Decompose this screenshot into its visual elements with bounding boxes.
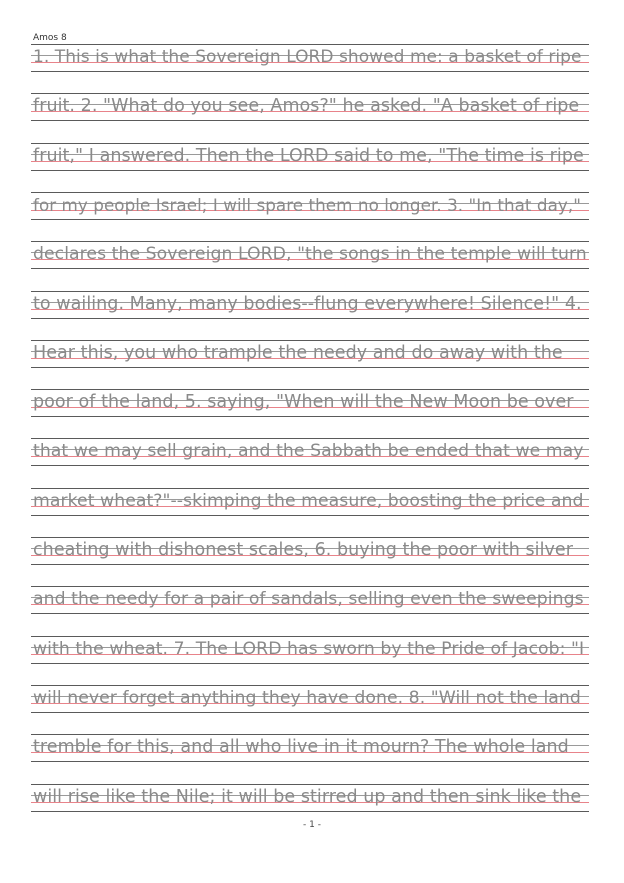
writing-line [31, 143, 589, 171]
guide-rule-bot [31, 663, 589, 664]
guide-rule-top [31, 438, 589, 439]
writing-line [31, 192, 589, 220]
writing-line [31, 636, 589, 664]
guide-rule-top [31, 636, 589, 637]
guide-rule-bot [31, 71, 589, 72]
tracing-text: will rise like the Nile; it will be stirred up and then sink like the [33, 786, 582, 807]
tracing-text: with the wheat. 7. The LORD has sworn by the Pride of Jacob: "I [33, 638, 585, 659]
tracing-text: Hear this, you who trample the needy and do away with the [33, 342, 563, 363]
tracing-text: fruit," I answered. Then the LORD said to me, "The time is ripe [33, 145, 584, 166]
tracing-text: that we may sell grain, and the Sabbath be ended that we may [33, 441, 584, 462]
guide-rule-bot [31, 318, 589, 319]
guide-rule-bot [31, 268, 589, 269]
tracing-text: and the needy for a pair of sandals, selling even the sweepings [33, 589, 584, 610]
writing-line [31, 93, 589, 121]
guide-rule-bot [31, 515, 589, 516]
guide-rule-top [31, 537, 589, 538]
guide-rule-top [31, 488, 589, 489]
tracing-text: poor of the land, 5. saying, "When will the New Moon be over [33, 392, 574, 413]
tracing-text: 1. This is what the Sovereign LORD showed me: a basket of ripe [33, 47, 582, 67]
page-title: Amos 8 [33, 33, 67, 43]
guide-rule-bot [31, 367, 589, 368]
writing-line [31, 340, 589, 368]
tracing-text: cheating with dishonest scales, 6. buying the poor with silver [33, 540, 573, 560]
writing-line [31, 784, 589, 812]
guide-rule-top [31, 734, 589, 735]
tracing-text: to wailing. Many, many bodies--flung everywhere! Silence!" 4. [33, 293, 582, 314]
writing-line [31, 44, 589, 72]
tracing-text: market wheat?"--skimping the measure, boosting the price and [33, 490, 584, 511]
guide-rule-bot [31, 712, 589, 713]
guide-rule-bot [31, 170, 589, 171]
guide-rule-top [31, 685, 589, 686]
guide-rule-top [31, 389, 589, 390]
guide-rule-top [31, 241, 589, 242]
tracing-text: tremble for this, and all who live in it mourn? The whole land [33, 737, 569, 758]
guide-rule-bot [31, 219, 589, 220]
writing-line [31, 685, 589, 713]
guide-rule-bot [31, 811, 589, 812]
guide-rule-bot [31, 613, 589, 614]
guide-rule-bot [31, 761, 589, 762]
guide-rule-top [31, 340, 589, 341]
guide-rule-top [31, 784, 589, 785]
writing-line [31, 389, 589, 417]
tracing-text: fruit. 2. "What do you see, Amos?" he asked. "A basket of ripe [33, 96, 580, 117]
writing-line [31, 586, 589, 614]
page-number: - 1 - [303, 820, 321, 830]
guide-rule-top [31, 192, 589, 193]
guide-rule-bot [31, 120, 589, 121]
tracing-text: for my people Israel; I will spare them no longer. 3. "In that day," [33, 194, 582, 215]
writing-line [31, 438, 589, 466]
guide-rule-top [31, 291, 589, 292]
guide-rule-bot [31, 465, 589, 466]
writing-line [31, 488, 589, 516]
guide-rule-bot [31, 564, 589, 565]
guide-rule-top [31, 143, 589, 144]
guide-rule-top [31, 44, 589, 45]
writing-line [31, 537, 589, 565]
guide-rule-bot [31, 416, 589, 417]
tracing-text: declares the Sovereign LORD, "the songs in the temple will turn [33, 244, 587, 265]
writing-line [31, 241, 589, 269]
guide-rule-top [31, 586, 589, 587]
writing-line [31, 734, 589, 762]
writing-line [31, 291, 589, 319]
tracing-text: will never forget anything they have done. 8. "Will not the land [33, 687, 581, 708]
guide-rule-top [31, 93, 589, 94]
